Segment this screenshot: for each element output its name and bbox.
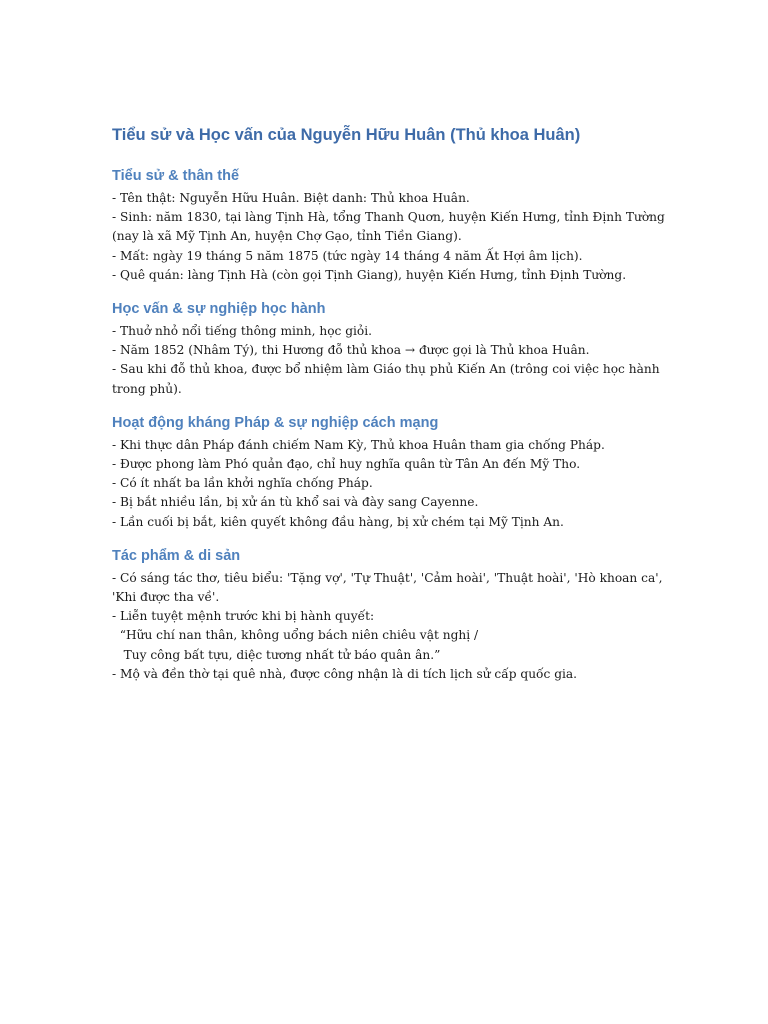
paragraph-line: trong phủ). [112,381,182,396]
paragraph-line: - Năm 1852 (Nhâm Tý), thi Hương đỗ thủ khoa → được gọi là Thủ khoa Huân. [112,343,590,358]
section-heading-education: Học vấn & sự nghiệp học hành [112,301,326,318]
document-page [112,123,665,698]
paragraph-line: - Sau khi đỗ thủ khoa, được bổ nhiệm làm Giáo thụ phủ Kiến An (trông coi việc học hành [112,362,660,377]
section-heading-biography: Tiểu sử & thân thế [112,168,240,184]
paragraph-line: - Tên thật: Nguyễn Hữu Huân. Biệt danh: Thủ khoa Huân. [112,191,470,205]
paragraph-line: - Có sáng tác thơ, tiêu biểu: 'Tặng vợ', 'Tự Thuật', 'Cảm hoài', 'Thuật hoài', 'Hò khoan ca', [112,570,663,585]
paragraph-line: - Thuở nhỏ nổi tiếng thông minh, học giỏi. [112,324,373,339]
document-title: Tiểu sử và Học vấn của Nguyễn Hữu Huân (Thủ khoa Huân) [112,126,581,144]
paragraph-line: - Mất: ngày 19 tháng 5 năm 1875 (tức ngày 14 tháng 4 năm Ất Hợi âm lịch). [112,248,583,263]
paragraph-line: - Được phong làm Phó quản đạo, chỉ huy nghĩa quân từ Tân An đến Mỹ Tho. [112,457,581,472]
section-heading-resistance: Hoạt động kháng Pháp & sự nghiệp cách mạng [112,414,439,431]
section-biography [112,166,665,285]
paragraph-line: - Quê quán: làng Tịnh Hà (còn gọi Tịnh Giang), huyện Kiến Hưng, tỉnh Định Tường. [112,267,627,282]
section-heading-legacy: Tác phẩm & di sản [112,547,241,564]
section-education [112,299,660,399]
paragraph-line: - Có ít nhất ba lần khởi nghĩa chống Pháp. [112,476,373,491]
paragraph-line: - Bị bắt nhiều lần, bị xử án tù khổ sai và đày sang Cayenne. [112,495,479,510]
paragraph-line: - Lần cuối bị bắt, kiên quyết không đầu hàng, bị xử chém tại Mỹ Tịnh An. [112,514,564,529]
paragraph-line: - Khi thực dân Pháp đánh chiếm Nam Kỳ, Thủ khoa Huân tham gia chống Pháp. [112,437,605,452]
paragraph-line: - Sinh: năm 1830, tại làng Tịnh Hà, tổng Thanh Quơn, huyện Kiến Hưng, tỉnh Định Tường [112,210,665,225]
paragraph-line: - Liễn tuyệt mệnh trước khi bị hành quyết: [112,609,375,624]
section-resistance [112,413,652,532]
paragraph-line: “Hữu chí nan thân, không uổng bách niên chiêu vật nghị / [112,628,479,643]
paragraph-line: Tuy công bất tựu, diệc tương nhất tử báo quân ân.” [112,647,441,662]
paragraph-line: 'Khi được tha về'. [112,590,220,605]
paragraph-line: - Mộ và đền thờ tại quê nhà, được công nhận là di tích lịch sử cấp quốc gia. [112,666,578,681]
section-legacy [112,546,663,684]
paragraph-line: (nay là xã Mỹ Tịnh An, huyện Chợ Gạo, tỉnh Tiền Giang). [112,229,462,244]
